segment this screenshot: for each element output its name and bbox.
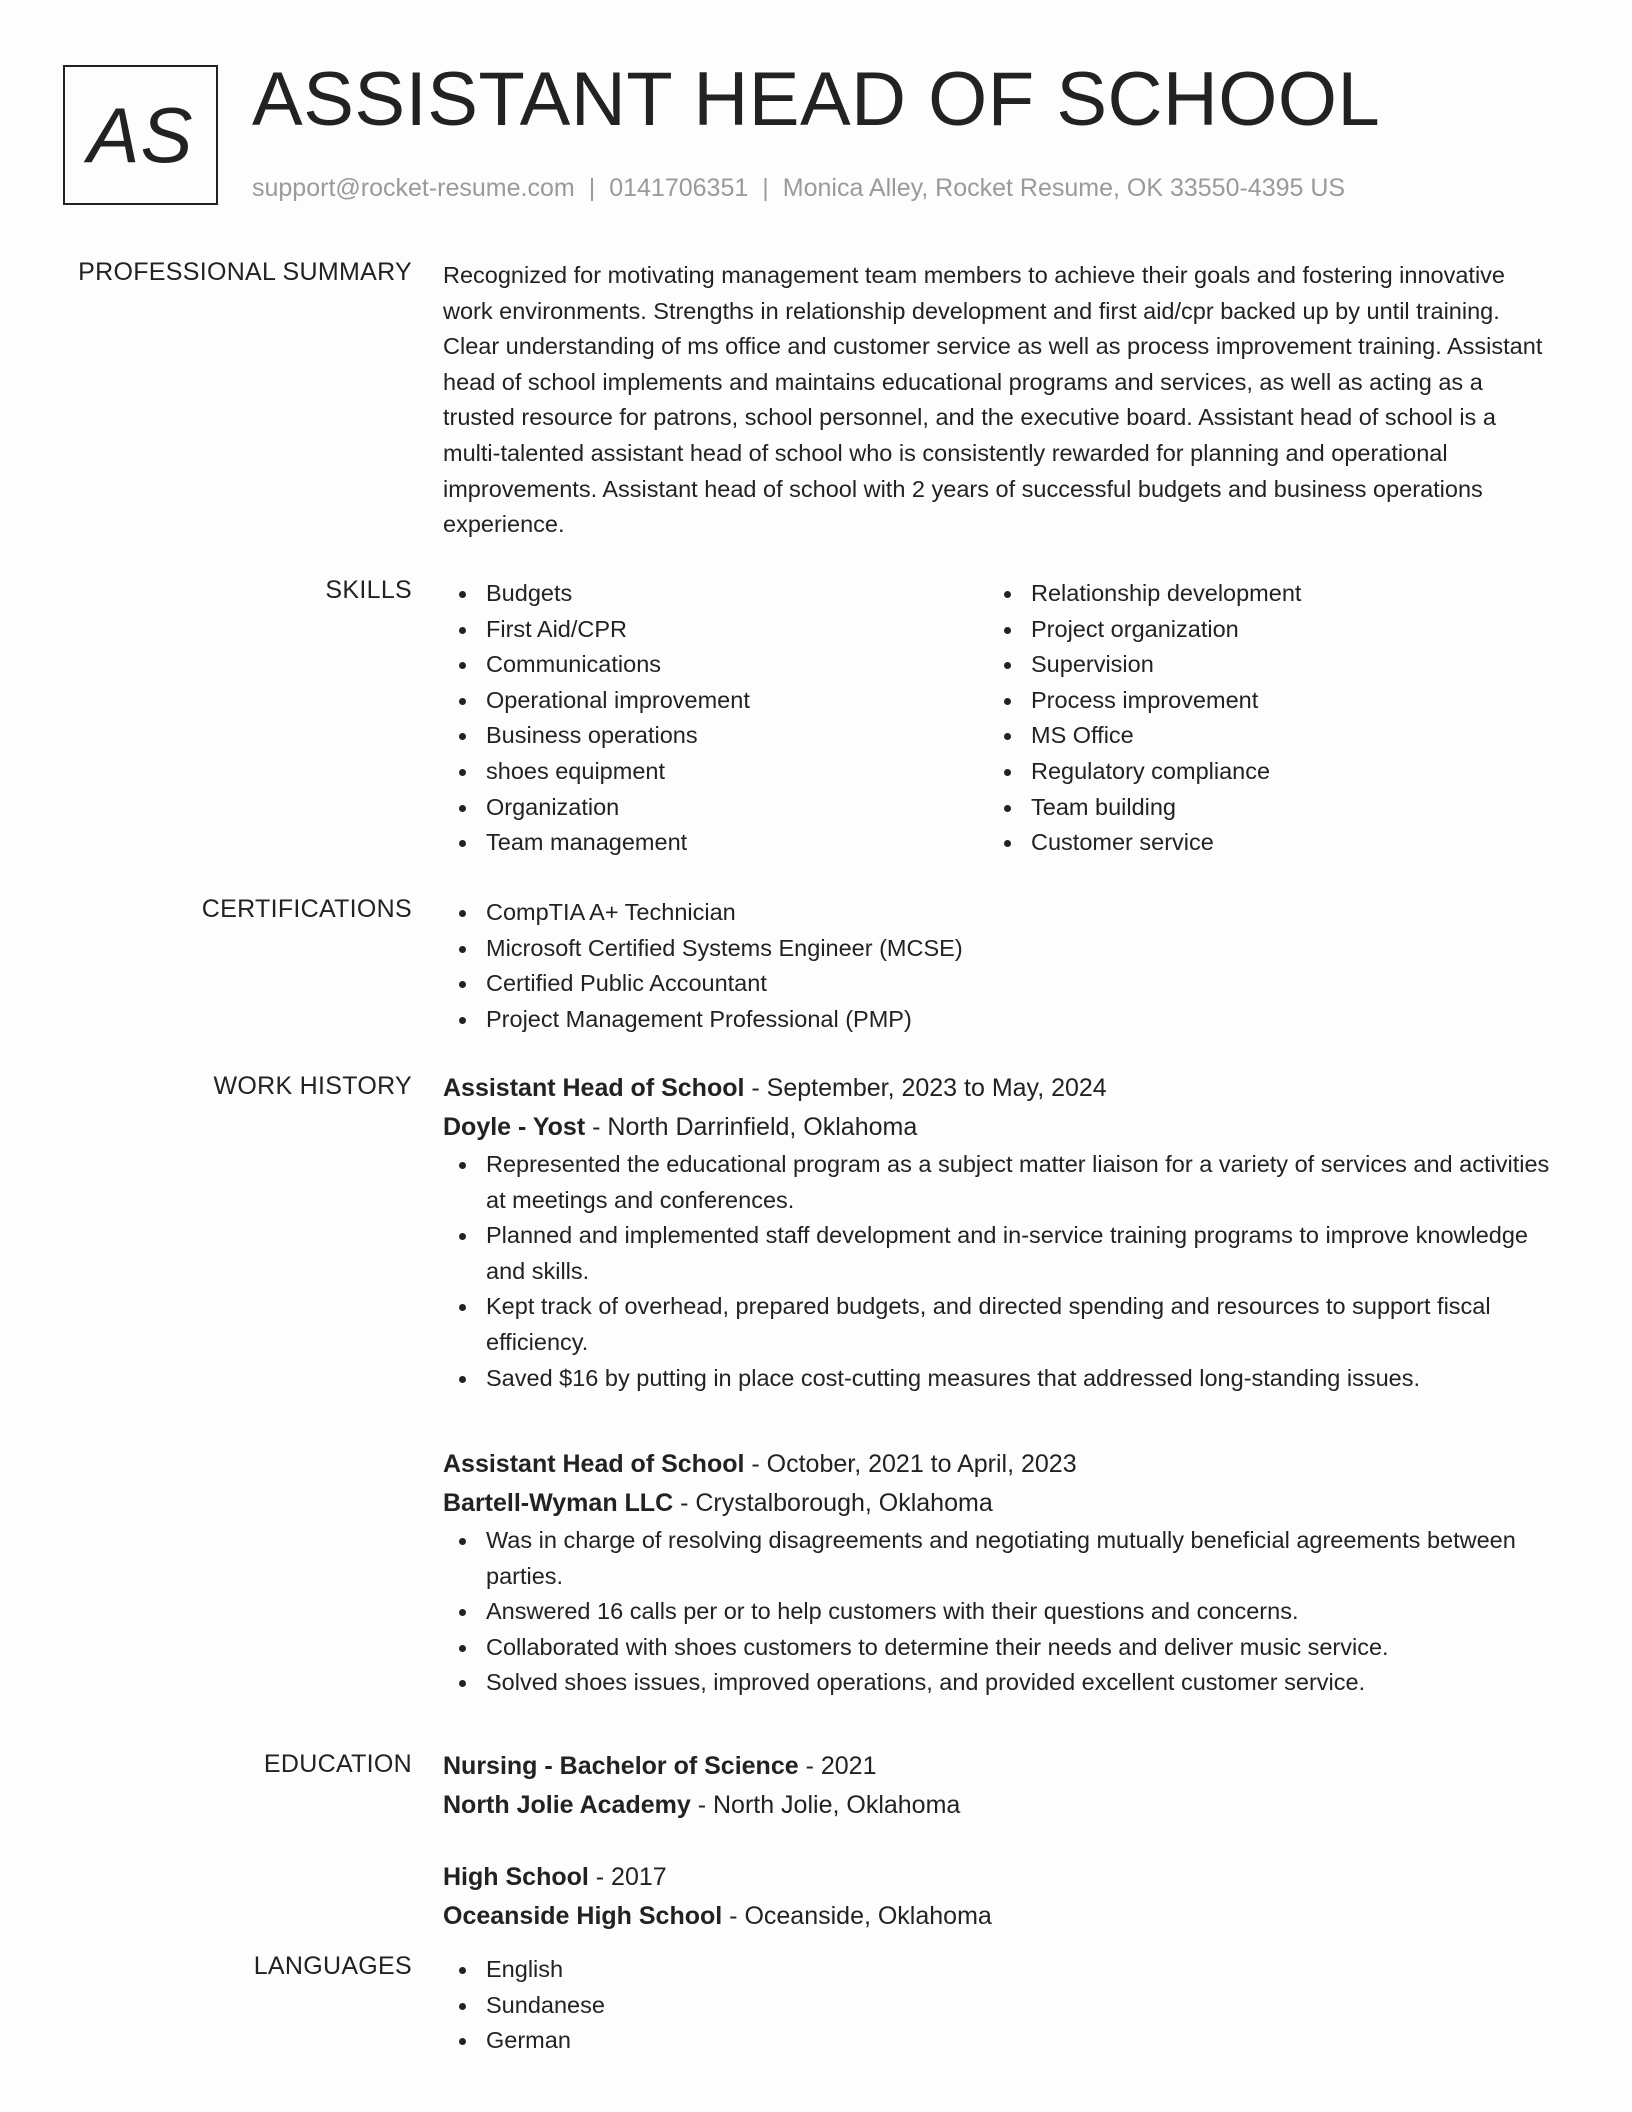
list-item: Communications	[443, 647, 988, 683]
list-item: Project organization	[988, 612, 1533, 648]
job-location: - North Darrinfield, Oklahoma	[585, 1113, 918, 1141]
section-title: LANGUAGES	[253, 1952, 412, 1980]
job-entry	[443, 1069, 1558, 1396]
list-item: Operational improvement	[443, 683, 988, 719]
school-line	[443, 1897, 1558, 1936]
skills-grid	[443, 576, 1558, 861]
job-title-line	[443, 1445, 1558, 1484]
contact-address: Monica Alley, Rocket Resume, OK 33550-4395 US	[782, 174, 1346, 202]
job-company-line	[443, 1108, 1558, 1147]
list-item: Team management	[443, 825, 988, 861]
job-dates: - October, 2021 to April, 2023	[744, 1450, 1077, 1478]
contact-phone: 0141706351	[609, 174, 749, 202]
school-line	[443, 1786, 1558, 1825]
job-company: Bartell-Wyman LLC	[443, 1489, 674, 1517]
list-item: Sundanese	[443, 1988, 1558, 2024]
list-item: Regulatory compliance	[988, 754, 1533, 790]
job-role: Assistant Head of School	[443, 1074, 745, 1102]
list-item: German	[443, 2023, 1558, 2059]
contact-email: support@rocket-resume.com	[252, 174, 575, 202]
list-item: Process improvement	[988, 683, 1533, 719]
list-item: Team building	[988, 790, 1533, 826]
summary-text: Recognized for motivating management team members to achieve their goals and fostering innovative work environments. Strengths in relationship development and first aid/cpr backed up by until training. Clear understanding of ms office and customer service as well as process improvement training. Assistant head of school implements and maintains educational programs and services, as well as acting as a trusted resource for patrons, school personnel, and the executive board. Assistant head of school is a multi-talented assistant head of school who is consistently rewarded for planning and operational improvements. Assistant head of school with 2 years of successful budgets and business operations experience.	[443, 262, 1543, 538]
monogram-logo: AS	[63, 65, 218, 205]
list-item: Answered 16 calls per or to help customers with their questions and concerns.	[443, 1594, 1558, 1630]
list-item: Business operations	[443, 718, 988, 754]
job-dates: - September, 2023 to May, 2024	[744, 1074, 1107, 1102]
list-item: Saved $16 by putting in place cost-cutting measures that addressed long-standing issues.	[443, 1361, 1558, 1397]
list-item: First Aid/CPR	[443, 612, 988, 648]
school-location: - Oceanside, Oklahoma	[722, 1902, 992, 1930]
section-title: EDUCATION	[263, 1750, 412, 1778]
job-role: Assistant Head of School	[443, 1450, 745, 1478]
job-bullets	[443, 1523, 1558, 1701]
degree: High School	[443, 1863, 589, 1891]
list-item: Relationship development	[988, 576, 1533, 612]
list-item: Project Management Professional (PMP)	[443, 1002, 1558, 1038]
list-item: Planned and implemented staff development and in-service training programs to improve knowledge and skills.	[443, 1218, 1558, 1289]
skills-list-left	[443, 576, 988, 861]
education-entry	[443, 1747, 1558, 1825]
list-item: Budgets	[443, 576, 988, 612]
section-title: SKILLS	[325, 576, 412, 604]
list-item: Customer service	[988, 825, 1533, 861]
list-item: English	[443, 1952, 1558, 1988]
list-item: Kept track of overhead, prepared budgets, and directed spending and resources to support fiscal efficiency.	[443, 1289, 1558, 1360]
list-item: Solved shoes issues, improved operations, and provided excellent customer service.	[443, 1665, 1558, 1701]
job-title-line	[443, 1069, 1558, 1108]
school-name: North Jolie Academy	[443, 1791, 691, 1819]
languages-body	[443, 1952, 1558, 2059]
job-company: Doyle - Yost	[443, 1113, 586, 1141]
section-title: WORK HISTORY	[213, 1072, 412, 1100]
degree: Nursing - Bachelor of Science	[443, 1752, 799, 1780]
job-location: - Crystalborough, Oklahoma	[673, 1489, 993, 1517]
education-entry	[443, 1858, 1558, 1936]
list-item: Was in charge of resolving disagreements and negotiating mutually beneficial agreements between parties.	[443, 1523, 1558, 1594]
contact-separator: |	[588, 174, 596, 202]
list-item: CompTIA A+ Technician	[443, 895, 1558, 931]
degree-year: - 2021	[798, 1752, 877, 1780]
school-name: Oceanside High School	[443, 1902, 723, 1930]
degree-year: - 2017	[588, 1863, 667, 1891]
skills-list-right	[988, 576, 1533, 861]
list-item: Organization	[443, 790, 988, 826]
list-item: Supervision	[988, 647, 1533, 683]
list-item: Microsoft Certified Systems Engineer (MCSE)	[443, 931, 1558, 967]
certifications-body	[443, 895, 1558, 1037]
job-bullets	[443, 1147, 1558, 1396]
degree-line	[443, 1747, 1558, 1786]
list-item: Represented the educational program as a subject matter liaison for a variety of services and activities at meetings and conferences.	[443, 1147, 1558, 1218]
section-title: CERTIFICATIONS	[201, 895, 412, 923]
languages-list	[443, 1952, 1558, 2059]
list-item: shoes equipment	[443, 754, 988, 790]
contact-line	[252, 174, 1345, 203]
job-company-line	[443, 1484, 1558, 1523]
job-entry	[443, 1445, 1558, 1701]
section-title: PROFESSIONAL SUMMARY	[78, 258, 412, 286]
list-item: Collaborated with shoes customers to determine their needs and deliver music service.	[443, 1630, 1558, 1666]
resume-name: ASSISTANT HEAD OF SCHOOL	[252, 57, 1381, 142]
list-item: Certified Public Accountant	[443, 966, 1558, 1002]
list-item: MS Office	[988, 718, 1533, 754]
certifications-list	[443, 895, 1558, 1037]
contact-separator: |	[762, 174, 769, 202]
degree-line	[443, 1858, 1558, 1897]
school-location: - North Jolie, Oklahoma	[690, 1791, 961, 1819]
